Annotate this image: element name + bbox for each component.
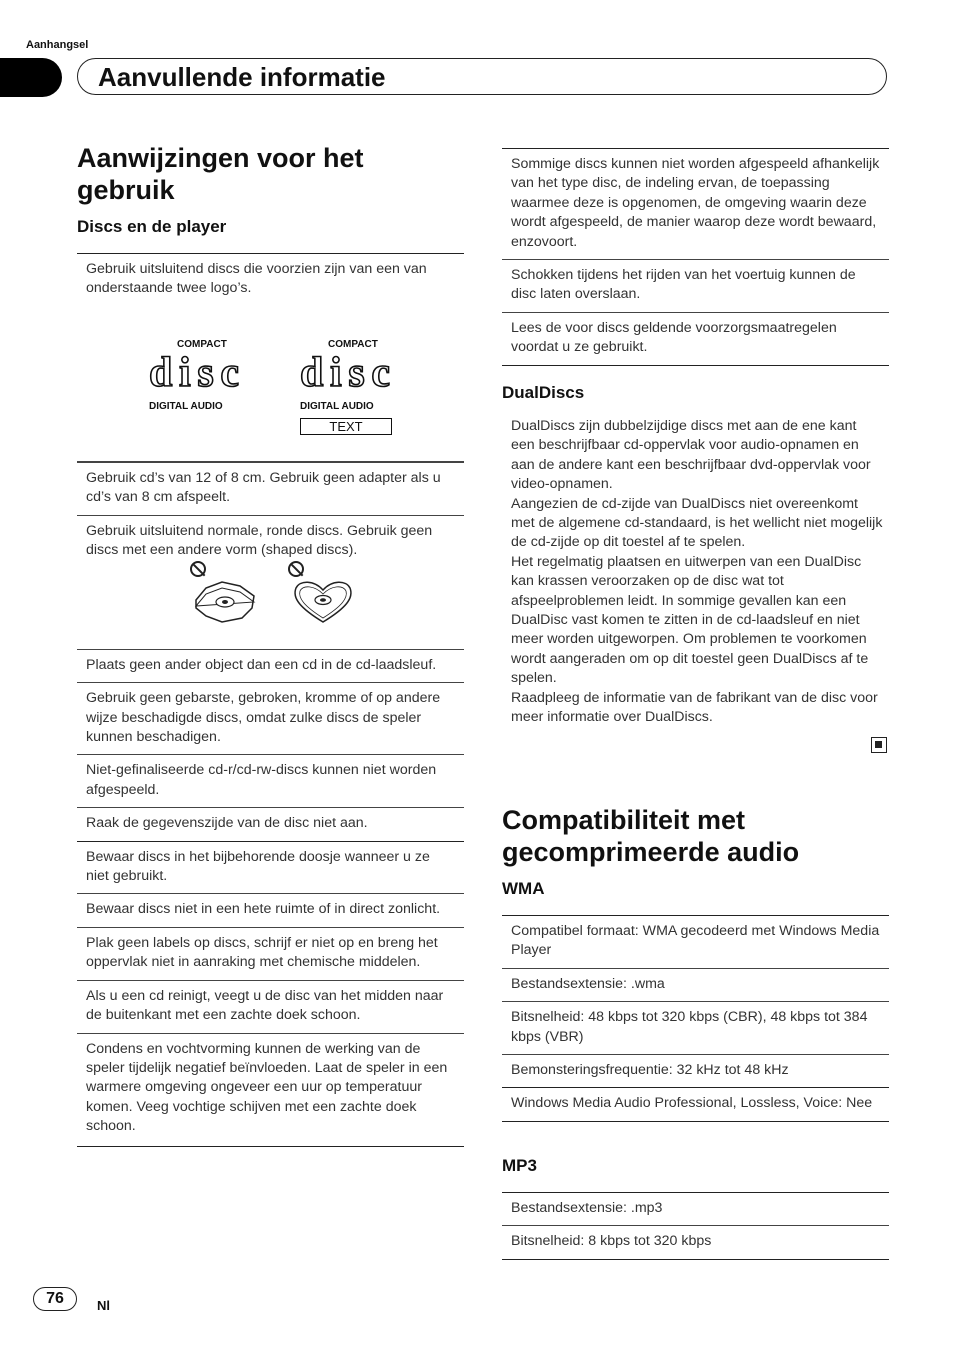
list-item: Plak geen labels op discs, schrijf er niet op en breng het oppervlak niet in aanraking met chemische middelen. [77,928,464,981]
page-title-line2: gebruik [77,175,175,205]
list-item: Bewaar discs in het bijbehorende doosje wanneer u ze niet gebruikt. [77,842,464,895]
paragraph: Aangezien de cd-zijde van DualDiscs niet overeenkomt met de algemene cd-standaard, is het wellicht niet mogelijk de cd-zijde op dit toestel af te spelen. [511,495,883,551]
table-row: Bitsnelheid: 48 kbps tot 320 kbps (CBR), 48 kbps tot 384 kbps (VBR) [502,1002,889,1055]
subsection-title-dualdiscs: DualDiscs [502,383,585,402]
paragraph: Het regelmatig plaatsen en uitwerpen van een DualDisc kan krassen veroorzaken op de disc wat tot afspeelproblemen leidt. In sommige gevallen kan een DualDisc vast komen te zitten in de cd-laadsleuf en niet meer worden uitgeworpen. Om problemen te voorkomen wordt aangeraden om op dit toestel geen DualDiscs af te spelen. [511,553,869,687]
subsection-title-discs: Discs en de player [77,217,227,236]
list-item: Plaats geen ander object dan een cd in de cd-laadsleuf. [77,650,464,683]
dualdiscs-text [511,417,883,728]
table-row: Bestandsextensie: .mp3 [502,1193,889,1226]
compat-title-line2: gecomprimeerde audio [502,837,800,867]
discs-table [77,253,464,1147]
intro-cell [77,254,464,462]
language-code: Nl [97,1298,110,1313]
shaped-disc-cell [77,516,464,650]
shaped-disc-icon [192,578,258,624]
compat-title-line1: Compatibiliteit met [502,805,746,835]
list-item: Gebruik uitsluitend normale, ronde discs. Gebruik geen discs met een andere vorm (shaped discs). [86,522,433,559]
logo-disc-glyphs: disc [149,354,237,391]
table-row: Bitsnelheid: 8 kbps tot 320 kbps [502,1226,889,1259]
intro-text: Gebruik uitsluitend discs die voorzien zijn van een van onderstaande twee logo’s. [86,261,427,297]
logo2-digital-audio-text: DIGITAL AUDIO [300,400,374,412]
disc-notes-table [502,148,889,366]
mp3-table [502,1192,889,1260]
page-number: 76 [33,1287,77,1311]
list-item: Schokken tijdens het rijden van het voertuig kunnen de disc laten overslaan. [502,260,889,313]
page-title-line1: Aanwijzingen voor het [77,143,364,173]
table-row: Bestandsextensie: .wma [502,969,889,1002]
table-row: Windows Media Audio Professional, Lossless, Voice: Nee [502,1088,889,1121]
compact-disc-logo [149,335,241,416]
breadcrumb: Aanhangsel [26,39,89,51]
section-banner [77,58,887,95]
prohibited-icon [190,561,206,577]
subsection-title-mp3: MP3 [502,1156,537,1175]
table-row: Bemonsteringsfrequentie: 32 kHz tot 48 kHz [502,1055,889,1088]
prohibited-icon [288,561,304,577]
page-title [77,142,467,206]
list-item: Gebruik cd’s van 12 of 8 cm. Gebruik geen adapter als u cd’s van 8 cm afspeelt. [77,462,464,516]
list-item: Condens en vochtvorming kunnen de werking van de speler tijdelijk negatief beïnvloeden. Laat de speler in een warmere omgeving ongeveer een uur op temperatuur komen. Veeg vochtige schijven met een zachte doek schoon. [77,1034,464,1147]
section-tab-marker [0,58,62,97]
logo2-compact-text: COMPACT [328,339,378,350]
logo2-disc-glyphs: disc [300,354,388,391]
list-item: Niet-gefinaliseerde cd-r/cd-rw-discs kunnen niet worden afgespeeld. [77,755,464,808]
list-item: Bewaar discs niet in een hete ruimte of in direct zonlicht. [77,894,464,927]
list-item: Raak de gegevenszijde van de disc niet aan. [77,808,464,841]
section-title-compat [502,804,892,868]
list-item: Gebruik geen gebarste, gebroken, kromme of op andere wijze beschadigde discs, omdat zulke discs de speler kunnen beschadigen. [77,683,464,755]
logo-digital-audio-text: DIGITAL AUDIO [149,400,223,412]
list-item: Lees de voor discs geldende voorzorgsmaatregelen voordat u ze gebruikt. [502,313,889,366]
section-title: Aanvullende informatie [98,62,386,92]
disc-logo-icon [149,354,241,390]
table-row: Compatibel formaat: WMA gecodeerd met Windows Media Player [502,916,889,969]
logo-compact-text: COMPACT [177,339,227,350]
paragraph: Raadpleeg de informatie van de fabrikant van de disc voor meer informatie over DualDiscs. [511,689,878,726]
section-end-icon [871,737,887,753]
wma-table [502,915,889,1122]
paragraph: DualDiscs zijn dubbelzijdige discs met aan de ene kant een beschrijfbaar cd-oppervlak voor audio-opnamen en aan de andere kant een beschrijfbaar dvd-oppervlak voor video-opnamen. [511,418,871,493]
logo2-text-box: TEXT [300,418,392,435]
compact-disc-text-logo [300,335,392,435]
list-item: Sommige discs kunnen niet worden afgespeeld afhankelijk van het type disc, de indeling ervan, de toepassing waarmee deze is opgenomen, de omgeving waarin deze wordt afgespeeld, de manier waarop deze wordt bewaard, enzovoort. [502,149,889,260]
heart-disc-icon [290,578,356,624]
subsection-title-wma: WMA [502,879,545,898]
list-item: Als u een cd reinigt, veegt u de disc van het midden naar de buitenkant met een zachte doek schoon. [77,981,464,1034]
disc-logo-icon [300,354,392,390]
